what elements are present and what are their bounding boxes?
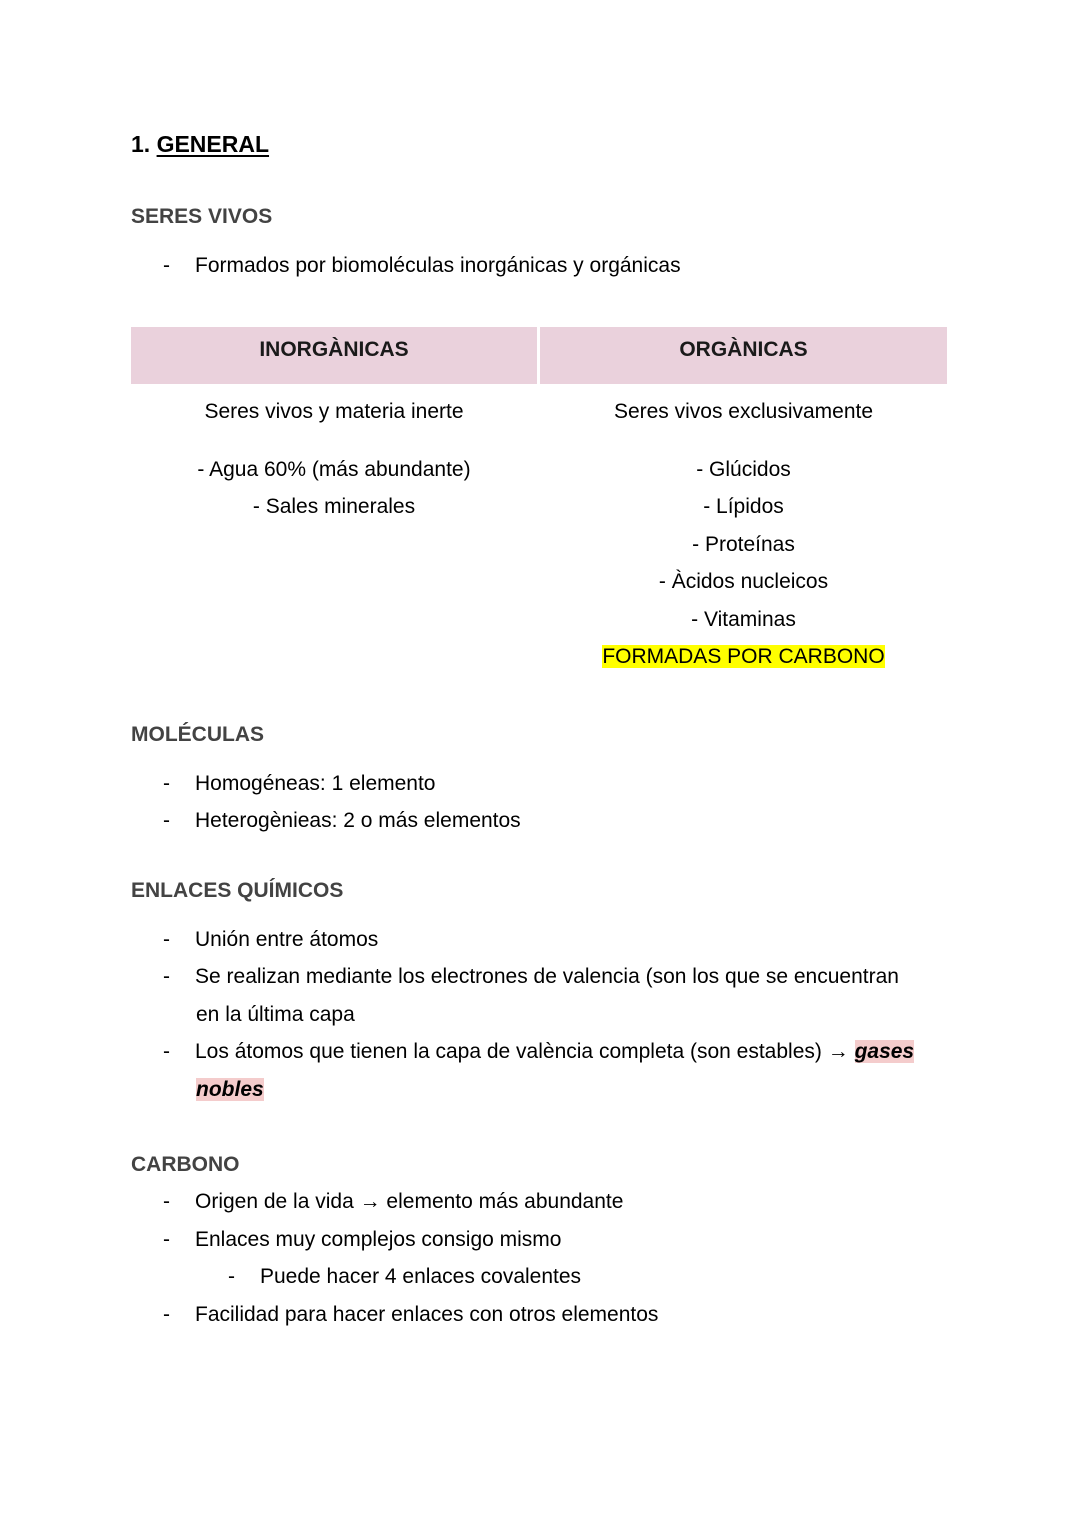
bullet-dash: - <box>163 1228 170 1251</box>
list-item-text: Puede hacer 4 enlaces covalentes <box>260 1265 582 1288</box>
bullet-dash: - <box>163 254 170 277</box>
heading-title: GENERAL <box>156 131 270 157</box>
table-cell-item: - Àcidos nucleicos <box>658 570 829 593</box>
table-column-inorganicas <box>131 393 537 526</box>
highlight-gases: gases <box>854 1040 915 1063</box>
table-cell-item: - Lípidos <box>703 495 784 518</box>
table-cell-item: - Glúcidos <box>696 457 791 481</box>
bullet-dash: - <box>163 1040 170 1063</box>
section-title-seres-vivos: SERES VIVOS <box>131 205 273 228</box>
section-title-enlaces-quimicos: ENLACES QUÍMICOS <box>131 879 344 902</box>
list-item-text: Homogéneas: 1 elemento <box>195 772 436 795</box>
bullet-dash: - <box>163 965 170 988</box>
list-item-text: Formados por biomoléculas inorgánicas y orgánicas <box>195 254 681 277</box>
table-column-organicas <box>540 393 947 676</box>
section-title-moleculas: MOLÉCULAS <box>131 723 264 746</box>
bullet-dash: - <box>163 928 170 951</box>
list-item-text: Origen de la vida → elemento más abundante <box>195 1190 624 1213</box>
list-item-text: Unión entre átomos <box>195 928 379 951</box>
table-cell-item: - Sales minerales <box>252 495 416 518</box>
highlight-formadas-por-carbono: FORMADAS POR CARBONO <box>602 645 885 668</box>
bullet-dash: - <box>163 809 170 832</box>
list-item-text-main: Los átomos que tienen la capa de valència completa (son estables) → <box>195 1040 855 1063</box>
list-item-text: Heterogènieas: 2 o más elementos <box>195 809 521 832</box>
bullet-dash: - <box>228 1265 235 1288</box>
bullet-dash: - <box>163 1190 170 1213</box>
highlight-nobles: nobles <box>196 1078 264 1101</box>
bullet-dash: - <box>163 772 170 795</box>
list-item-text: Enlaces muy complejos consigo mismo <box>195 1228 562 1251</box>
list-item-text: Facilidad para hacer enlaces con otros elementos <box>195 1303 659 1326</box>
table-cell-item: - Agua 60% (más abundante) <box>197 457 471 481</box>
heading-number: 1. <box>131 131 151 157</box>
table-header-inorganicas: INORGÀNICAS <box>131 327 537 384</box>
bullet-dash: - <box>163 1303 170 1326</box>
table-header-organicas: ORGÀNICAS <box>540 327 947 384</box>
section-title-carbono: CARBONO <box>131 1153 240 1176</box>
page-title <box>131 128 269 160</box>
list-item-text: Se realizan mediante los electrones de valencia (son los que se encuentran <box>195 965 899 988</box>
table-cell-item: - Proteínas <box>692 532 795 556</box>
list-item-continuation <box>196 1075 264 1105</box>
list-item-text <box>195 1037 914 1067</box>
list-item-continuation: en la última capa <box>196 1003 355 1026</box>
table-cell-intro: Seres vivos exclusivamente <box>613 400 874 423</box>
table-cell-intro: Seres vivos y materia inerte <box>204 400 464 423</box>
table-cell-item: - Vitaminas <box>691 607 796 631</box>
